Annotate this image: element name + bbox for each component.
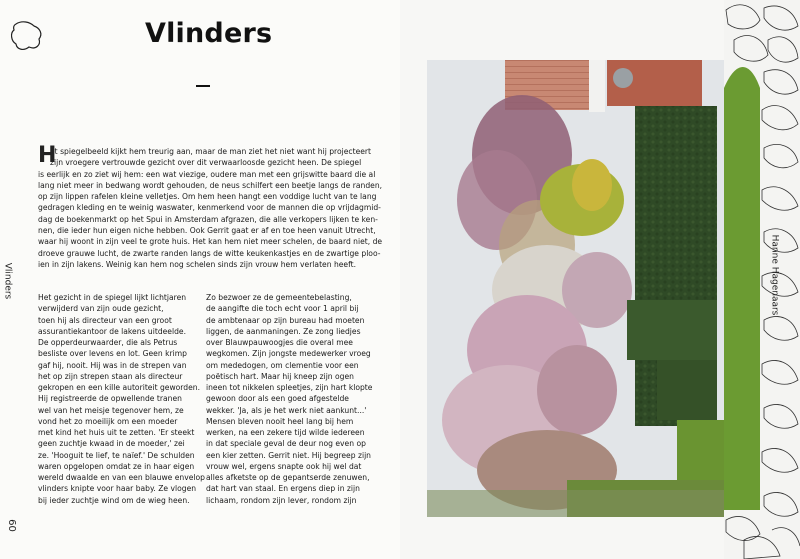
body-line: poëtisch hart. Maar hij kneep zijn ogen <box>206 371 354 381</box>
body-line: verwijderd van zijn oude gezicht, <box>38 304 164 314</box>
body-line: dat hart van staal. En ergens diep in zijn <box>206 484 360 494</box>
text-column-right <box>206 292 376 506</box>
body-line: gaf hij, nooit. Hij was in de strepen van <box>38 360 187 370</box>
intro-line: nen, die ieder hun eigen niche hebben. Ook Gerrit gaat er af en toe heen vanuit Utrecht, <box>38 226 376 236</box>
leaf-pattern-decoration <box>724 0 800 559</box>
body-line: met kind het huis uit te zetten. 'Er steekt <box>38 428 195 437</box>
garden-photo <box>427 60 724 517</box>
body-line: assurantiekantoor de lakens uitdeelde. <box>38 326 186 336</box>
body-line: de aangifte die toch echt voor 1 april bij <box>206 304 359 314</box>
body-line: een kier zetten. Gerrit niet. Hij begreep zijn <box>206 450 371 460</box>
body-line: toen hij als directeur van een groot <box>38 315 172 325</box>
body-line: Hij registreerde de opwellende tranen <box>38 394 182 404</box>
body-line: wereld dwaalde en van een blauwe envelop <box>38 473 205 482</box>
title-dash <box>196 85 210 87</box>
body-line: waren opgelopen omdat ze in haar eigen <box>38 461 195 471</box>
body-line: ineen tot nikkelen spleetjes, zijn hart klopte <box>206 383 373 392</box>
intro-line: dag de boekenmarkt op het Spui in Amsterdam afgrazen, die alle verkopers lijken te ken- <box>38 214 378 224</box>
intro-line: zijn vroegere vertrouwde gezicht over dit verwaarloosde gezicht heen. De spiegel <box>50 158 362 168</box>
intro-line: ien in zijn lakens. Weinig kan hem nog schelen sinds zijn vrouw hem verlaten heeft. <box>38 259 357 269</box>
intro-line: lang niet meer in bedwang wordt gehouden, de neus schilfert een beetje langs de randen, <box>38 180 383 190</box>
body-line: bij ieder zuchtje wind om de wieg heen. <box>38 495 190 505</box>
body-line: liggen, de aanmaningen. Ze zong liedjes <box>206 326 361 336</box>
body-line: het op zijn strepen staan als directeur <box>38 371 183 381</box>
intro-line: op zijn lippen rafelen kleine velletjes. Om hem heen hangt een voddige lucht van te lang <box>38 192 377 202</box>
body-line: Zo bezwoer ze de gemeentebelasting, <box>206 293 352 302</box>
intro-line: et spiegelbeeld kijkt hem treurig aan, maar de man ziet het niet want hij projecteert <box>50 147 372 156</box>
section-label: Vlinders <box>2 262 13 300</box>
body-line: De opperdeurwaarder, die als Petrus <box>38 338 178 347</box>
body-line: wel van het meisje tegenover hem, ze <box>38 405 184 415</box>
intro-line: waar hij woont in zijn veel te grote huis. Het kan hem niet meer schelen, de baard niet, de <box>38 237 383 247</box>
body-line: vrouw wel, ergens snapte ook hij wel dat <box>206 461 362 471</box>
body-line: ze. 'Hooguit te lief, te naïef.' De schulden <box>38 450 195 460</box>
body-line: alles afketste op de gepantserde zenuwen, <box>206 473 370 482</box>
text-column-left <box>38 292 205 506</box>
intro-line: gedragen kleding en te weinig waswater, kenmerkend voor de mannen die op vrijdagmid- <box>38 203 381 213</box>
body-line: gekropen en een kille autoriteit geworden. <box>38 383 201 392</box>
blob-outline-icon <box>10 20 44 52</box>
author-label: Hanne Hagenaars <box>769 234 780 316</box>
body-line: wekker. 'Ja, als je het werk niet aankunt...' <box>206 405 367 415</box>
body-line: Mensen bleven nooit heel lang bij hem <box>206 416 354 426</box>
body-line: de ambtenaar op zijn bureau had moeten <box>206 315 365 325</box>
body-line: besliste over levens en lot. Geen krimp <box>38 349 187 359</box>
body-line: vlinders knipte voor haar baby. Ze vlogen <box>38 484 197 494</box>
intro-line: is eerlijk en zo ziet wij hem: een wat viezige, oudere man met een grijswitte baard die al <box>38 169 376 179</box>
page-number: 60 <box>5 519 17 532</box>
body-line: werken, na een zekere tijd wilde iedereen <box>206 428 365 437</box>
body-line: vond het zo moeilijk om een moeder <box>38 416 178 426</box>
page-title: Vlinders <box>145 18 273 49</box>
body-line: lichaam, rondom zijn lever, rondom zijn <box>206 495 357 505</box>
body-line: over Blauwpauwoogjes die overal mee <box>206 338 353 347</box>
body-line: geen zuchtje kwaad in de moeder,' zei <box>38 439 185 449</box>
body-line: om mededogen, om clementie voor een <box>206 360 359 370</box>
body-line: in dat speciale geval de deur nog even op <box>206 439 366 449</box>
body-line: wegkomen. Zijn jongste medewerker vroeg <box>206 349 371 359</box>
body-line: gewoon door als een goed afgestelde <box>206 394 349 404</box>
body-line: Het gezicht in de spiegel lijkt lichtjaren <box>38 293 187 302</box>
drop-cap: H <box>38 143 57 168</box>
intro-paragraph <box>38 143 383 270</box>
intro-line: droeve grauwe lucht, de zwarte randen langs de witte keukenkastjes en de zwartige ploo- <box>38 248 381 258</box>
